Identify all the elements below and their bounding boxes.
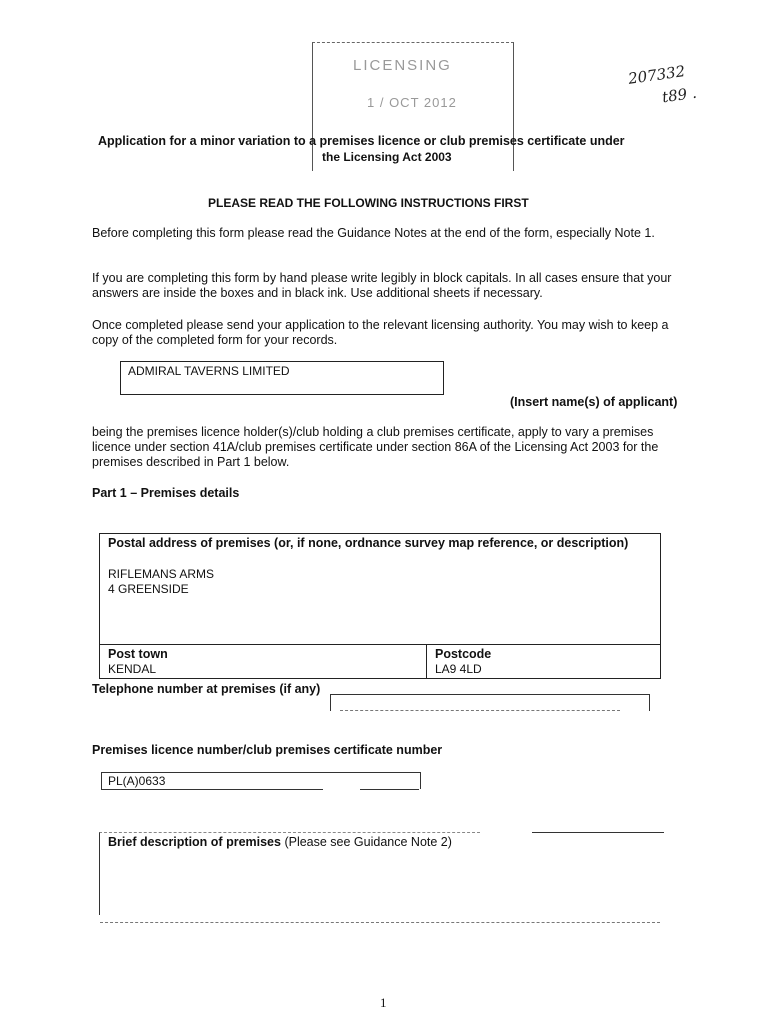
brief-description-top-line bbox=[532, 832, 664, 833]
form-title-line2: the Licensing Act 2003 bbox=[322, 150, 452, 164]
handwritten-reference-1: 207332 bbox=[627, 62, 687, 88]
postcode-field[interactable] bbox=[426, 645, 661, 679]
applicant-name-value: ADMIRAL TAVERNS LIMITED bbox=[128, 364, 290, 378]
form-title: Application for a minor variation to a premises licence or club premises certificate under bbox=[98, 134, 625, 148]
postal-address-line1: RIFLEMANS ARMS bbox=[108, 567, 215, 581]
variation-statement: being the premises licence holder(s)/club holding a club premises certificate, apply to vary a premises licence under section 41A/club premises certificate under section 86A of the Licensing Act 2003 for the premises described in Part 1 below. bbox=[92, 425, 659, 469]
licence-number-underline bbox=[101, 789, 323, 790]
licence-number-label: Premises licence number/club premises certificate number bbox=[92, 743, 443, 757]
brief-description-label-row bbox=[108, 835, 628, 849]
instructions-heading: PLEASE READ THE FOLLOWING INSTRUCTIONS FIRST bbox=[208, 196, 529, 210]
stamp-text-line1: LICENSING bbox=[353, 57, 452, 74]
post-town-value: KENDAL bbox=[108, 662, 157, 676]
instruction-paragraph-1: Before completing this form please read the Guidance Notes at the end of the form, especially Note 1. bbox=[92, 226, 655, 240]
handwritten-reference-2: t89 . bbox=[660, 83, 698, 107]
postcode-value: LA9 4LD bbox=[435, 662, 482, 676]
licence-number-value: PL(A)0633 bbox=[108, 774, 166, 788]
post-town-field[interactable] bbox=[99, 645, 427, 679]
brief-description-label: Brief description of premises bbox=[108, 835, 281, 849]
telephone-label: Telephone number at premises (if any) bbox=[92, 682, 321, 696]
postal-address-label: Postal address of premises (or, if none, ordnance survey map reference, or description) bbox=[108, 536, 629, 550]
brief-description-field[interactable] bbox=[99, 832, 480, 915]
brief-description-bottom-line bbox=[100, 922, 660, 923]
postal-address-field[interactable] bbox=[99, 533, 661, 645]
postal-address-line2: 4 GREENSIDE bbox=[108, 582, 189, 596]
page-number: 1 bbox=[380, 995, 387, 1010]
postcode-label: Postcode bbox=[435, 647, 492, 661]
instruction-paragraph-3: Once completed please send your application to the relevant licensing authority. You may wish to keep a copy of the completed form for your records. bbox=[92, 318, 669, 347]
licence-number-underline-right bbox=[360, 789, 419, 790]
applicant-name-field[interactable] bbox=[120, 361, 444, 395]
instruction-paragraph-2: If you are completing this form by hand please write legibly in block capitals. In all cases ensure that your answers are inside the boxes and in black ink. Use additional sheets if necessary. bbox=[92, 271, 672, 300]
licence-number-field[interactable] bbox=[101, 772, 421, 789]
telephone-field-underline bbox=[340, 710, 620, 711]
telephone-field[interactable] bbox=[330, 694, 650, 711]
stamp-text-line2: 1 / OCT 2012 bbox=[367, 95, 457, 110]
part1-heading: Part 1 – Premises details bbox=[92, 486, 240, 500]
brief-description-note: (Please see Guidance Note 2) bbox=[284, 835, 452, 849]
post-town-label: Post town bbox=[108, 647, 168, 661]
applicant-name-label: (Insert name(s) of applicant) bbox=[510, 395, 678, 409]
